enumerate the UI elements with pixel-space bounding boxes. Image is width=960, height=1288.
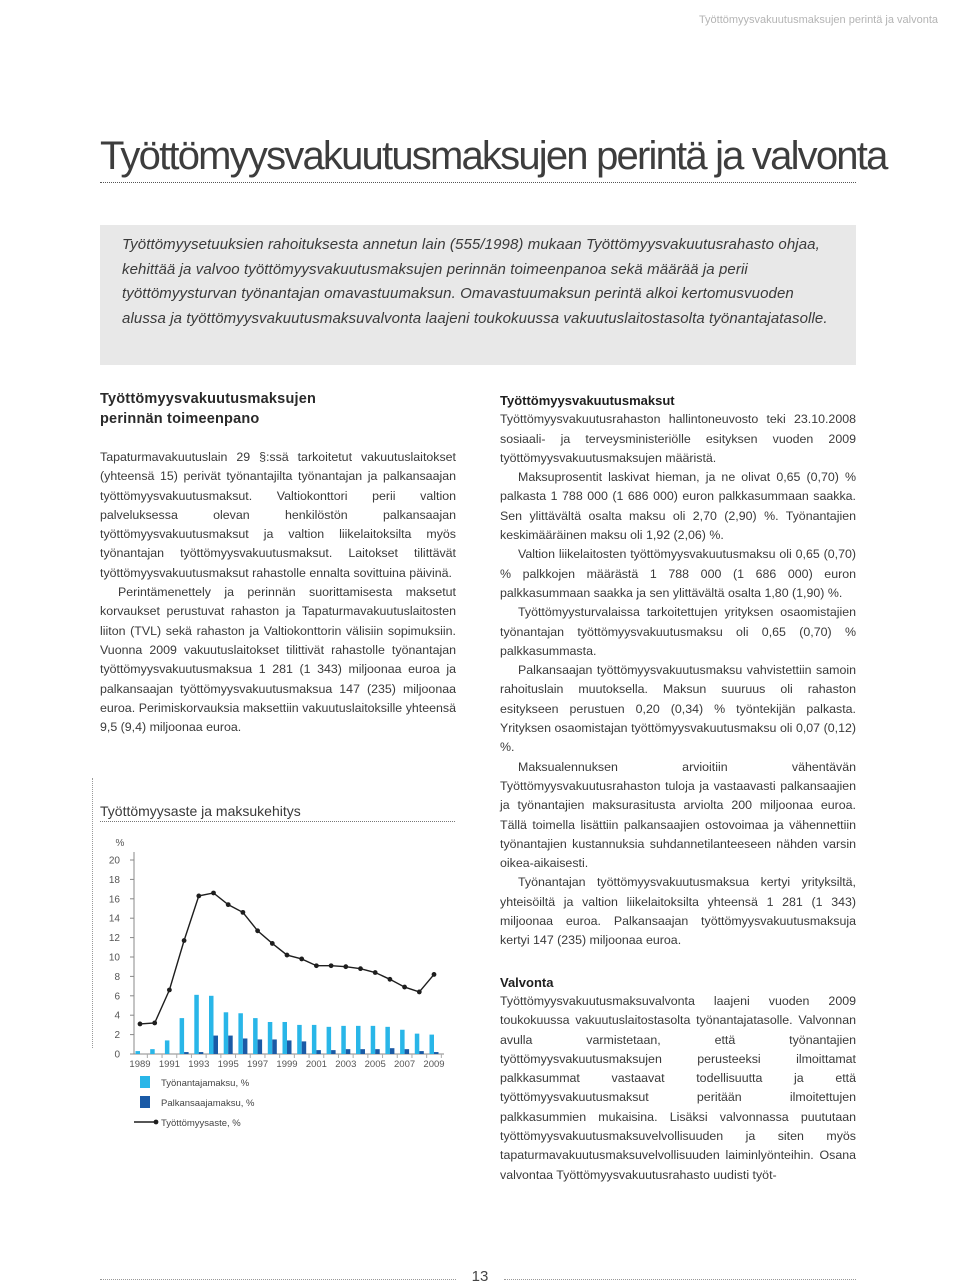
unemployment-rate-point [152,1021,157,1026]
right-paragraph: Työttömyysvakuutusrahaston hallintoneuvosto teki 23.10.2008 sosiaali- ja terveysministeriölle esityksen vuoden 2009 työttömyysvakuutusmaksujen määristä. [500,412,856,465]
bar-tyonantajamaksu [430,1035,435,1054]
unemployment-rate-point [241,910,246,915]
bar-tyonantajamaksu [312,1025,317,1054]
x-tick-label: 2003 [335,1059,357,1070]
y-axis-label: % [115,838,125,849]
bar-palkansaajamaksu [390,1048,395,1054]
unemployment-rate-line [140,893,434,1024]
unemployment-rate-point [270,941,275,946]
bar-palkansaajamaksu [375,1049,380,1054]
unemployment-rate-point [167,988,172,993]
unemployment-rate-point [402,985,407,990]
x-tick-label: 2005 [364,1059,386,1070]
y-tick-label: 18 [108,874,120,886]
legend-label: Työnantajamaksu, % [161,1078,250,1089]
bar-tyonantajamaksu [415,1034,420,1054]
footer-rule-left [100,1279,456,1280]
unemployment-rate-point [285,953,290,958]
chart-axes [109,838,445,1070]
right-paragraph: Valtion liikelaitosten työttömyysvakuutusmaksu oli 0,65 (0,70) % palkkojen määrästä 1 788 000 (1 686 000) euron palkkasummaan saakka ja sen ylittävältä osalta 1,80 (1,90) %. [500,547,856,600]
bar-palkansaajamaksu [287,1040,292,1054]
y-tick-label: 10 [108,952,120,964]
y-tick-label: 4 [114,1010,120,1022]
unemployment-rate-point [373,970,378,975]
bar-palkansaajamaksu [184,1052,189,1054]
bar-palkansaajamaksu [331,1050,336,1054]
right-paragraph: Maksualennuksen arvioitiin vähentävän Työttömyysvakuutusrahaston tuloja ja vastaavasti palkansaajien ja työnantajien maksurasitusta arviolta 200 miljoonaa euroa. Tällä toimella lisättiin palkansaajien ostovoimaa ja vähennettiin työnantajien kustannuksia suhdannetilanteeseen nähden varsin oikea-aikaisesti. [500,759,856,871]
bar-tyonantajamaksu [268,1022,273,1054]
intro-text: Työttömyysetuuksien rahoituksesta annetun lain (555/1998) mukaan Työttömyysvakuutusrahasto ohjaa, kehittää ja valvoo työttömyysvakuutusmaksujen perinnän toimeenpanoa sekä määrää ja perii työttömyysturvan työnantajan omavastuumaksun. Omavastuumaksun perintä alkoi kertomusvuoden alussa ja työttömyysvakuutusmaksuvalvonta laajeni toukokuussa vakuutuslaitostasolta työnantajatasolle. [122,236,828,327]
bar-palkansaajamaksu [199,1052,204,1054]
chart-line [138,891,437,1027]
bar-tyonantajamaksu [253,1018,258,1054]
x-tick-label: 2009 [423,1059,445,1070]
bar-palkansaajamaksu [346,1049,351,1054]
unemployment-rate-point [255,928,260,933]
unemployment-chart [92,828,462,1138]
y-tick-label: 20 [108,855,120,867]
legend-swatch-tyonantajamaksu [140,1076,150,1088]
running-header: Työttömyysvakuutusmaksujen perintä ja valvonta [698,14,938,26]
right-paragraph: Palkansaajan työttömyysvakuutusmaksu vahvistettiin samoin rahoituslain muutoksella. Maksun suuruus oli rahaston esitykseen perustuen 0,20 (0,34) % työntekijän palkasta. Yrityksen osaomistajan työttömyysvakuutusmaksu oli 0,07 (0,12) %. [500,663,856,755]
y-tick-label: 8 [114,971,120,983]
unemployment-rate-point [358,966,363,971]
legend-point-tyottomyysaste [154,1120,159,1125]
bar-palkansaajamaksu [214,1036,219,1054]
bar-tyonantajamaksu [341,1026,346,1054]
bar-tyonantajamaksu [356,1026,361,1054]
bar-palkansaajamaksu [361,1049,366,1054]
bar-palkansaajamaksu [405,1049,410,1054]
y-tick-label: 12 [108,933,120,945]
bar-tyonantajamaksu [385,1027,390,1054]
footer-rule-right [504,1279,856,1280]
x-tick-label: 1989 [129,1059,151,1070]
unemployment-rate-point [299,957,304,962]
bar-palkansaajamaksu [258,1039,263,1054]
y-tick-label: 16 [108,894,120,906]
x-tick-label: 1995 [217,1059,239,1070]
right-column [500,391,856,1185]
bar-tyonantajamaksu [327,1027,332,1054]
bar-palkansaajamaksu [419,1051,424,1054]
chart-bars [136,995,439,1054]
x-tick-label: 1991 [158,1059,180,1070]
right-paragraph: Työnantajan työttömyysvakuutusmaksua kertyi yrityksiltä, yhteisöiltä ja valtion liikelaitoksilta yhteensä 1 281 (1 343) miljoonaa euroa. Palkansaajan työttömyysvakuutusmaksuja kertyi 147 (235) miljoonaa euroa. [500,875,856,948]
bar-tyonantajamaksu [283,1022,288,1054]
x-tick-label: 1999 [276,1059,298,1070]
unemployment-rate-point [211,891,216,896]
intro-box [100,225,856,365]
page-number: 13 [471,1268,489,1285]
legend-label: Työttömyysaste, % [161,1118,241,1129]
left-column [100,389,456,737]
unemployment-rate-point [343,964,348,969]
bar-tyonantajamaksu [224,1012,229,1054]
unemployment-rate-point [196,893,201,898]
unemployment-rate-point [329,963,334,968]
bar-tyonantajamaksu [165,1040,170,1054]
left-paragraph: Tapaturmavakuutuslain 29 §:ssä tarkoitetut vakuutuslaitokset (yhteensä 15) perivät työnantajilta työnantajan ja palkansaajan työttömyysvakuutusmaksut. Valtiokonttori perii valtion palveluksessa olevan henkilöstön palkansaajan työttömyysvakuutusmaksut ja valtion liikelaitoksilta myös työnantajan työttömyysvakuutusmaksut. Laitokset tilittävät työttömyysvakuutusmaksut rahastolle ennalta sovittuina päivinä. [100,450,456,580]
section-heading-valvonta: Valvonta [500,974,554,990]
legend-label: Palkansaajamaksu, % [161,1098,255,1109]
unemployment-rate-point [314,963,319,968]
bar-tyonantajamaksu [150,1049,155,1054]
y-tick-label: 2 [114,1030,120,1042]
right-paragraph: Työttömyysvakuutusmaksuvalvonta laajeni vuoden 2009 toukokuussa vakuutuslaitostasolta työnantajatasolle. Valvonnan avulla varmistetaan, että työnantajien työttömyysvakuutusmaksujen perusteeksi ilmoittamat palkkasummat vastaavat todellisuutta ja että työttömyysvakuutusmaksut peritään ilmoitettujen palkkasummien mukaisina. Lisäksi valvonnassa puututaan työttömyysvakuutusmaksuvelvollisuuden ja siten myös tapaturmavakuutusmaksuvelvollisuuden laiminlyönteihin. Osana valvontaa Työttömyysvakuutusrahasto uudisti työt- [500,993,856,1182]
x-tick-label: 2007 [394,1059,416,1070]
bar-tyonantajamaksu [238,1013,243,1054]
y-tick-label: 6 [114,991,120,1003]
unemployment-rate-point [432,972,437,977]
right-paragraph: Työttömyysturvalaissa tarkoitettujen yrityksen osaomistajien työnantajan työttömyysvakuutusmaksu oli 0,65 (0,70) % palkkasummasta. [500,605,856,658]
y-tick-label: 0 [114,1049,120,1061]
x-tick-label: 1997 [247,1059,269,1070]
bar-tyonantajamaksu [297,1025,302,1054]
bar-palkansaajamaksu [302,1041,307,1054]
section-heading-maksut: Työttömyysvakuutusmaksut [500,393,675,408]
bar-tyonantajamaksu [180,1018,185,1054]
unemployment-rate-point [182,938,187,943]
bar-tyonantajamaksu [136,1051,141,1054]
bar-palkansaajamaksu [316,1050,321,1054]
left-paragraph: Perintämenettely ja perinnän suorittamisesta maksetut korvaukset perustuvat rahaston ja Tapaturmavakuutuslaitosten liiton (TVL) sekä rahaston ja Valtiokonttorin välisiin sopimuksiin. Vuonna 2009 vakuutuslaitokset tilittivät rahastolle työnantajan työttömyysvakuutusmaksua 1 281 (1 343) miljoonaa euroa ja palkansaajan työttömyysvakuutusmaksua 147 (235) miljoonaa euroa. Perimiskorvauksia maksettiin vakuutuslaitoksille yhteensä 9,5 (9,4) miljoonaa euroa. [100,585,456,735]
unemployment-rate-point [226,902,231,907]
bar-tyonantajamaksu [371,1026,376,1054]
bar-palkansaajamaksu [243,1038,248,1054]
right-paragraph: Maksuprosentit laskivat hieman, ja ne olivat 0,65 (0,70) % palkasta 1 788 000 (1 686 000) euron palkkasummaan saakka. Sen ylittävältä osalta maksu oli 2,70 (2,90) %. Työnantajien keskimääräinen maksu oli 1,92 (2,06) %. [500,470,856,543]
chart-title: Työttömyysaste ja maksukehitys [100,801,455,822]
bar-palkansaajamaksu [272,1039,277,1054]
left-section-heading: Työttömyysvakuutusmaksujen perinnän toimeenpano [100,391,317,427]
legend-swatch-palkansaajamaksu [140,1096,150,1108]
chart-legend [134,1076,255,1129]
y-tick-label: 14 [108,913,120,925]
page-title: Työttömyysvakuutusmaksujen perintä ja valvonta [100,130,856,183]
bar-tyonantajamaksu [209,996,214,1054]
bar-tyonantajamaksu [194,995,199,1054]
bar-palkansaajamaksu [434,1052,439,1054]
bar-tyonantajamaksu [400,1030,405,1054]
unemployment-rate-point [138,1022,143,1027]
unemployment-rate-point [388,977,393,982]
x-tick-label: 1993 [188,1059,210,1070]
unemployment-rate-point [417,990,422,995]
x-tick-label: 2001 [305,1059,327,1070]
bar-palkansaajamaksu [228,1036,233,1054]
